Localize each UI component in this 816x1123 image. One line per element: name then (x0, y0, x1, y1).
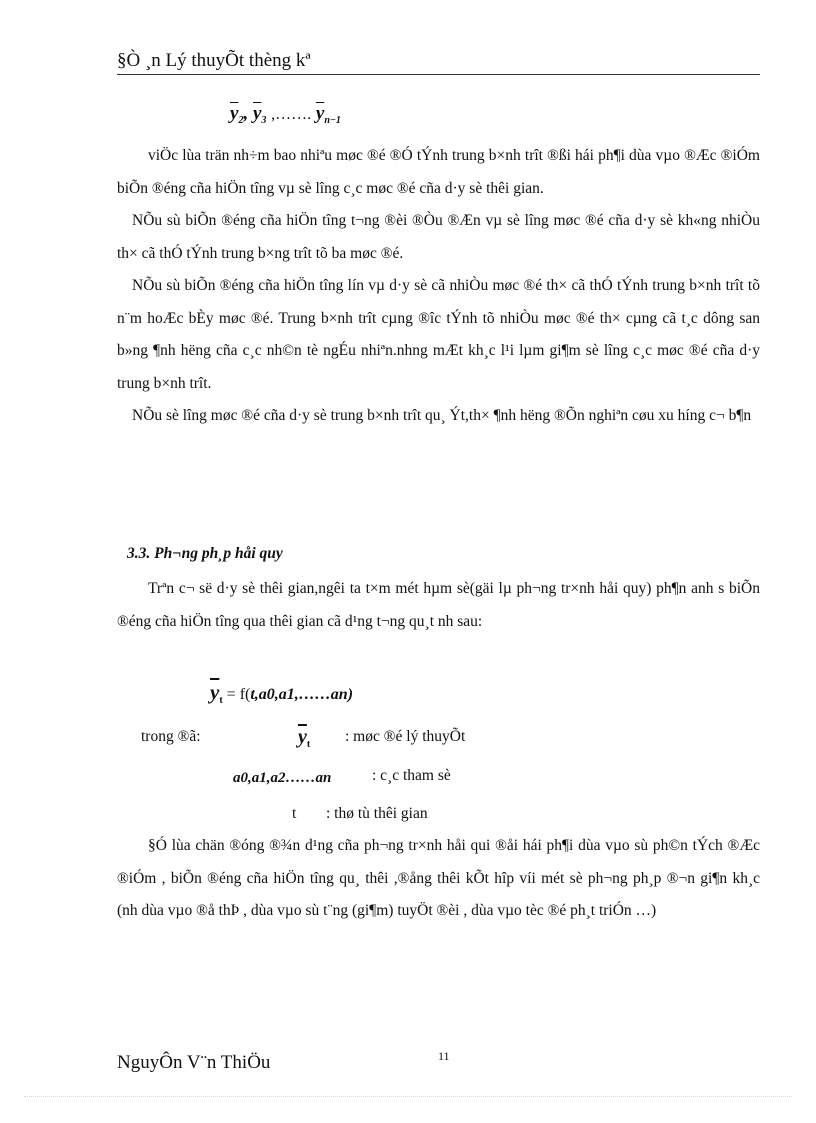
yt-definition-text: : møc ®é lý thuyÕt (345, 728, 466, 745)
params-definition-text: : c¸c tham sè (372, 767, 451, 784)
top-formula (230, 103, 341, 126)
final-paragraph-block (117, 830, 760, 928)
y3-subscript: 3 (261, 115, 267, 126)
function-args: t,a0,a1,……an (250, 686, 348, 703)
final-paragraph: §Ó lùa chän ®óng ®¾n d¹ng cña ph¬ng tr×nh håi qui ®åi hái ph¶i dùa vµo sù ph©n tÝch ®Æc ®iÓm , biÕn ®éng cña hiÖn tîng qu¸ thêi ,®ång thêi kÕt hîp víi mét sè ph¬ng ph¸p ®¬n gi¶n kh¸c (nh dùa vµo ®å thÞ , dùa vµo sù t¨ng (gi¶m) tuyÖt ®èi , dùa vµo tèc ®é ph¸t triÓn …) (117, 837, 760, 919)
section-heading: 3.3. Ph¬ng ph¸p håi quy (127, 545, 283, 562)
t-definition-text: : thø tù thêi gian (326, 805, 428, 822)
page-number: 11 (438, 1049, 450, 1063)
paragraph-1: viÖc lùa trän nh÷m bao nhiªu møc ®é ®Ó tÝnh trung b×nh trît ®ßi hái ph¶i dùa vµo ®Æc ®iÓm biÕn ®éng cña hiÖn tîng vµ sè lîng c¸c møc ®é cña d·y sè thêi gian. (117, 147, 760, 197)
page-bottom-rule (24, 1096, 792, 1097)
paragraph-4: NÕu sè lîng møc ®é cña d·y sè trung b×nh trît qu¸ Ýt,th× ¶nh hëng ®Õn nghiªn cøu xu híng c¬ b¶n (132, 407, 752, 424)
regression-equation (210, 680, 353, 706)
y3-symbol: $\overline{y}$ (252, 103, 262, 124)
equals-sign: = (226, 686, 236, 703)
y2-subscript: 2 (238, 115, 244, 126)
yt-def-symbol: $\overline{y}$ (298, 726, 307, 748)
t-symbol: t (292, 805, 297, 822)
yt-definition-symbol (298, 726, 310, 750)
paragraph-2: NÕu sù biÕn ®éng cña hiÖn tîng t¬ng ®èi ®Òu ®Æn vµ sè lîng møc ®é cña d·y sè kh«ng nhiÒu th× cã thÓ tÝnh trung b×ng trît tõ ba møc ®é. (117, 212, 760, 262)
body-text-block-1 (117, 140, 760, 433)
section-paragraph: Trªn c¬ së d·y sè thêi gian,ngêi ta t×m mét hµm sè(gäi lµ ph¬ng tr×nh håi quy) ph¶n anh s biÕn ®éng cña hiÖn tîng qua thêi gian cã d¹ng t¬ng qu¸t nh sau: (117, 580, 760, 630)
y2-symbol: $\overline{y}$ (230, 103, 239, 124)
page-header-title: §Ò ¸n Lý thuyÕt thèng kª (117, 50, 311, 71)
ellipsis: ,……. (271, 106, 312, 123)
yn-symbol: $\overline{y}$ (315, 103, 325, 124)
definitions-intro: trong ®ã: (141, 728, 201, 745)
function-close: ) (347, 686, 354, 703)
separator: , (243, 103, 249, 124)
header-rule (117, 74, 760, 75)
yn-subscript: n−1 (324, 115, 341, 126)
yt-def-subscript: t (306, 739, 311, 750)
yt-symbol: $\overline{y}$ (210, 680, 220, 704)
yt-subscript: t (219, 695, 223, 706)
section-paragraph-block (117, 573, 760, 638)
footer-author: NguyÔn V¨n ThiÖu (117, 1052, 271, 1073)
params-symbol: a0,a1,a2……an (233, 770, 332, 786)
paragraph-3: NÕu sù biÕn ®éng cña hiÖn tîng lín vµ d·y sè cã nhiÒu møc ®é th× cã thÓ tÝnh trung b×nh trît tõ n¨m hoÆc bÈy møc ®é. Trung b×nh trît cµng ®îc tÝnh tõ nhiÒu møc ®é th× cµng cã t¸c dông san b»ng ¶nh hëng cña c¸c nh©n tè ngÉu nhiªn.nhng mÆt kh¸c l¹i lµm gi¶m sè lîng c¸c møc ®é cña d·y trung b×nh trît. (117, 277, 760, 392)
function-name: f( (239, 686, 251, 703)
